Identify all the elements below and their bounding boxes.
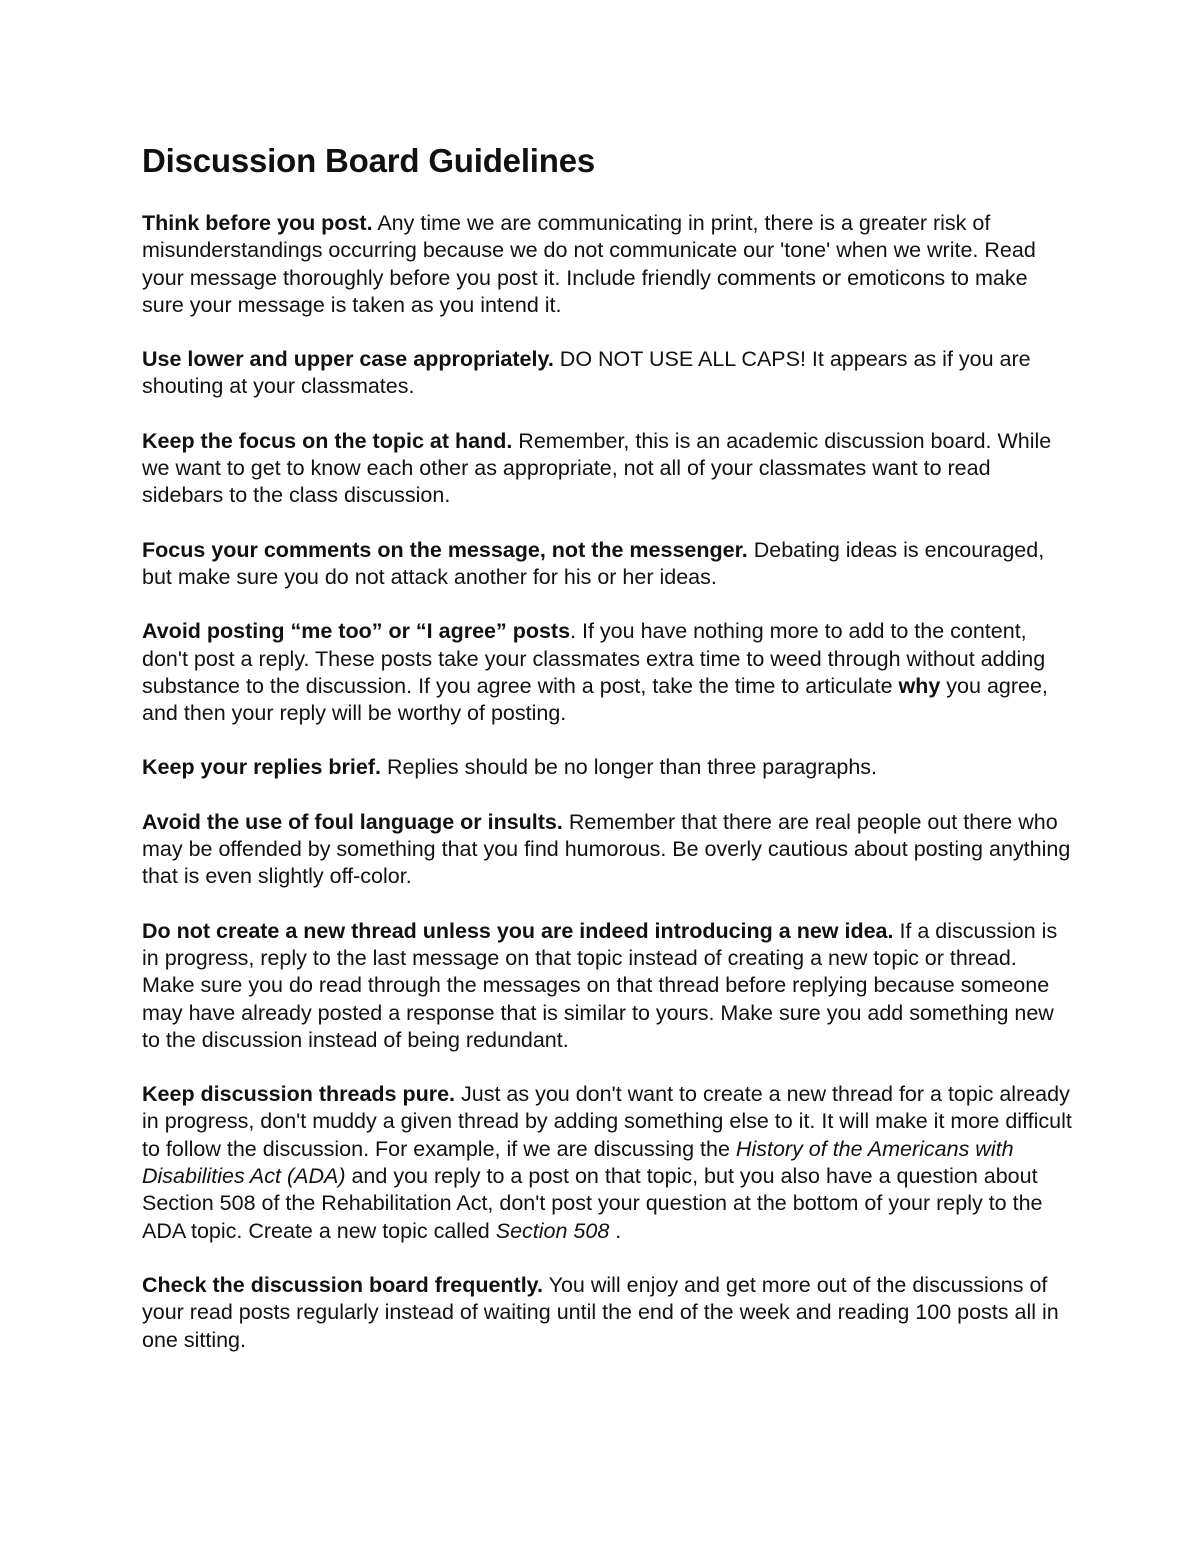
- guideline-focus-on-message: [142, 537, 1072, 592]
- guideline-body: Just as you don't want to create a new thread for a topic already in progress, don't muddy a given thread by adding something else to it. It will make it more difficult to follow the discussion. For example, if we are discussing the: [142, 1082, 1072, 1161]
- guideline-keep-brief: [142, 754, 1072, 781]
- guideline-body: You will enjoy and get more out of the discussions of your read posts regularly instead of waiting until the end of the week and reading 100 posts all in one sitting.: [142, 1272, 1059, 1352]
- guideline-heading: Check the discussion board frequently.: [142, 1272, 544, 1297]
- guideline-body: Remember, this is an academic discussion board. While we want to get to know each other as appropriate, not all of your classmates want to read sidebars to the class discussion.: [142, 428, 1052, 508]
- italic-title-section-508: Section 508: [495, 1218, 610, 1243]
- guideline-heading: Keep the focus on the topic at hand.: [142, 428, 513, 453]
- guideline-case-usage: [142, 346, 1072, 401]
- guideline-body-continued: you agree, and then your reply will be worthy of posting.: [142, 673, 1048, 726]
- guideline-check-frequently: [142, 1272, 1072, 1354]
- guideline-body-continued: and you reply to a post on that topic, but you also have a question about Section 508 of the Rehabilitation Act, don't post your question at the bottom of your reply to the ADA topic. Create a new topic called: [142, 1164, 1043, 1243]
- guideline-body: DO NOT USE ALL CAPS! It appears as if you are shouting at your classmates.: [142, 347, 1031, 399]
- guideline-body: Replies should be no longer than three paragraphs.: [380, 755, 878, 780]
- guideline-heading: Keep discussion threads pure.: [142, 1082, 456, 1107]
- guideline-body: If a discussion is in progress, reply to the last message on that topic instead of creating a new topic or thread. Make sure you do read through the messages on that thread before replying because someone may have already posted a response that is similar to yours. Make sure you add something new to the discussion instead of being redundant.: [142, 918, 1058, 1052]
- guideline-heading: Focus your comments on the message, not the messenger.: [142, 537, 748, 562]
- guideline-body: Any time we are communicating in print, there is a greater risk of misunderstandings occurring because we do not communicate our 'tone' when we write. Read your message thoroughly before you post it. Include friendly comments or emoticons to make sure your message is taken as you intend it.: [142, 211, 1036, 317]
- guideline-no-foul-language: [142, 809, 1072, 891]
- guideline-stay-on-topic: [142, 428, 1072, 510]
- guideline-heading: Use lower and upper case appropriately.: [142, 347, 554, 372]
- page-title: Discussion Board Guidelines: [142, 142, 596, 179]
- guideline-body: Debating ideas is encouraged, but make sure you do not attack another for his or her ideas.: [142, 537, 1045, 589]
- guideline-heading: Avoid posting “me too” or “I agree” posts: [142, 619, 571, 644]
- italic-title-ada: History of the Americans with Disabilities Act (ADA): [142, 1136, 1014, 1189]
- guideline-heading: Avoid the use of foul language or insults.: [142, 809, 563, 834]
- guideline-think-before-posting: [142, 210, 1072, 319]
- guideline-threads-pure: [142, 1081, 1072, 1245]
- guideline-new-thread: [142, 918, 1072, 1054]
- document-page: [142, 138, 1072, 1354]
- emphasized-word: why: [898, 673, 941, 698]
- guideline-heading: Do not create a new thread unless you are indeed introducing a new idea.: [142, 918, 894, 943]
- guideline-body: Remember that there are real people out there who may be offended by something that you find humorous. Be overly cautious about posting anything that is even slightly off-color.: [142, 809, 1071, 889]
- guideline-heading: Think before you post.: [142, 211, 373, 235]
- guideline-body: . If you have nothing more to add to the content, don't post a reply. These posts take your classmates extra time to weed through without adding substance to the discussion. If you agree with a post, take the time to articulate: [142, 619, 1046, 698]
- guideline-heading: Keep your replies brief.: [142, 755, 381, 780]
- guideline-avoid-me-too: [142, 618, 1072, 727]
- guideline-body-end: .: [609, 1218, 622, 1243]
